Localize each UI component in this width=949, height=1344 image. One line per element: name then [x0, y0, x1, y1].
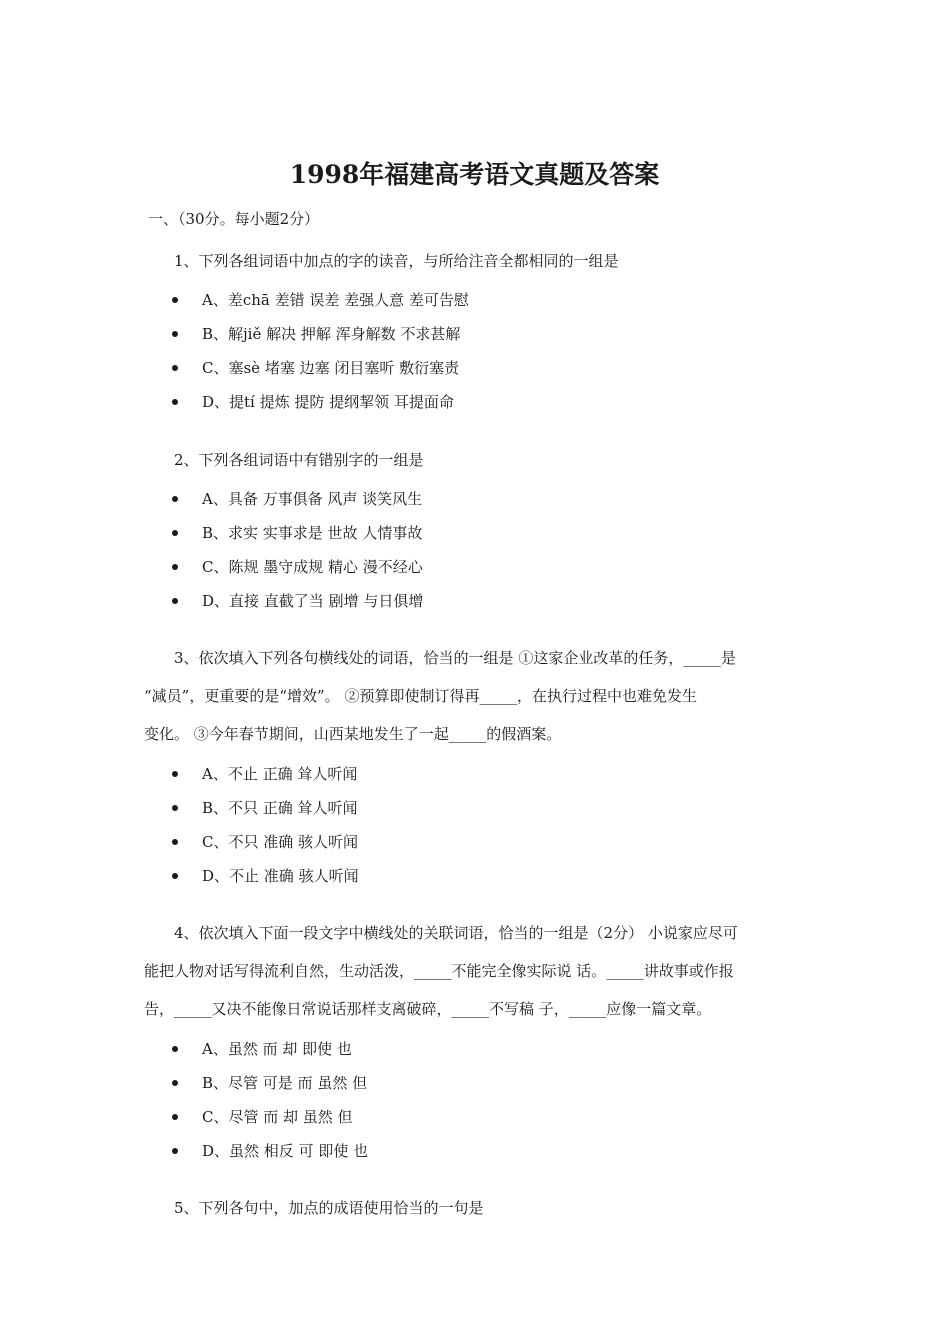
option-text: A、具备 万事俱备 风声 谈笑风生	[202, 490, 423, 508]
option-text: D、提tí 提炼 提防 提纲挈领 耳提面命	[202, 393, 454, 411]
question-4-prompt	[144, 914, 814, 1028]
prompt-line: 告，_____又决不能像日常说话那样支离破碎，_____不写稿 子，_____应像一篇文章。	[144, 1000, 712, 1018]
option-item	[0, 385, 469, 419]
section-heading: 一、（30分。每小题2分）	[148, 210, 320, 228]
bullet-icon	[172, 771, 178, 777]
bullet-icon	[172, 331, 178, 337]
option-text: B、求实 实事求是 世故 人情事故	[202, 524, 423, 542]
option-item	[0, 351, 469, 385]
prompt-line: 3、依次填入下列各句横线处的词语，恰当的一组是 ①这家企业改革的任务，_____是	[174, 649, 736, 667]
bullet-icon	[172, 873, 178, 879]
option-item	[0, 859, 359, 893]
prompt-line: “减员”，更重要的是“增效”。 ②预算即使制订得再_____，在执行过程中也难免发生	[144, 687, 697, 705]
question-2-prompt: 2、下列各组词语中有错别字的一组是	[174, 451, 424, 469]
question-1-options	[0, 283, 469, 419]
option-text: C、塞sè 堵塞 边塞 闭目塞听 敷衍塞责	[202, 359, 460, 377]
option-item	[0, 550, 423, 584]
bullet-icon	[172, 399, 178, 405]
bullet-icon	[172, 530, 178, 536]
bullet-icon	[172, 1114, 178, 1120]
option-item	[0, 1032, 368, 1066]
option-text: D、直接 直截了当 剧增 与日俱增	[202, 592, 424, 610]
option-item	[0, 516, 423, 550]
prompt-line: 能把人物对话写得流利自然，生动活泼，_____不能完全像实际说 话。_____讲故事或作报	[144, 962, 734, 980]
option-text: B、解jiě 解决 押解 浑身解数 不求甚解	[202, 325, 461, 343]
option-item	[0, 1100, 368, 1134]
question-3-prompt	[144, 639, 814, 753]
option-item	[0, 482, 423, 516]
option-item	[0, 791, 359, 825]
bullet-icon	[172, 297, 178, 303]
option-text: C、尽管 而 却 虽然 但	[202, 1108, 353, 1126]
page-title: 1998年福建高考语文真题及答案	[289, 160, 660, 189]
option-text: B、尽管 可是 而 虽然 但	[202, 1074, 368, 1092]
question-3-options	[0, 757, 359, 893]
option-text: C、不只 准确 骇人听闻	[202, 833, 359, 851]
option-text: D、虽然 相反 可 即使 也	[202, 1142, 369, 1160]
question-5-prompt: 5、下列各句中，加点的成语使用恰当的一句是	[174, 1199, 484, 1217]
question-1-prompt: 1、下列各组词语中加点的字的读音，与所给注音全都相同的一组是	[174, 252, 619, 270]
option-text: A、不止 正确 耸人听闻	[202, 765, 358, 783]
option-item	[0, 1066, 368, 1100]
option-item	[0, 1134, 368, 1168]
option-text: C、陈规 墨守成规 精心 漫不经心	[202, 558, 423, 576]
prompt-line: 变化。 ③今年春节期间，山西某地发生了一起_____的假酒案。	[144, 725, 562, 743]
bullet-icon	[172, 496, 178, 502]
option-item	[0, 317, 469, 351]
option-item	[0, 283, 469, 317]
option-item	[0, 757, 359, 791]
question-2-options	[0, 482, 423, 618]
bullet-icon	[172, 805, 178, 811]
bullet-icon	[172, 839, 178, 845]
bullet-icon	[172, 1080, 178, 1086]
prompt-line: 4、依次填入下面一段文字中横线处的关联词语，恰当的一组是（2分） 小说家应尽可	[174, 924, 738, 942]
option-item	[0, 584, 423, 618]
option-text: A、虽然 而 却 即使 也	[202, 1040, 352, 1058]
bullet-icon	[172, 564, 178, 570]
bullet-icon	[172, 1046, 178, 1052]
bullet-icon	[172, 598, 178, 604]
bullet-icon	[172, 1148, 178, 1154]
question-4-options	[0, 1032, 368, 1168]
option-text: D、不止 准确 骇人听闻	[202, 867, 359, 885]
option-text: A、差chā 差错 误差 差强人意 差可告慰	[202, 291, 469, 309]
bullet-icon	[172, 365, 178, 371]
option-text: B、不只 正确 耸人听闻	[202, 799, 358, 817]
option-item	[0, 825, 359, 859]
